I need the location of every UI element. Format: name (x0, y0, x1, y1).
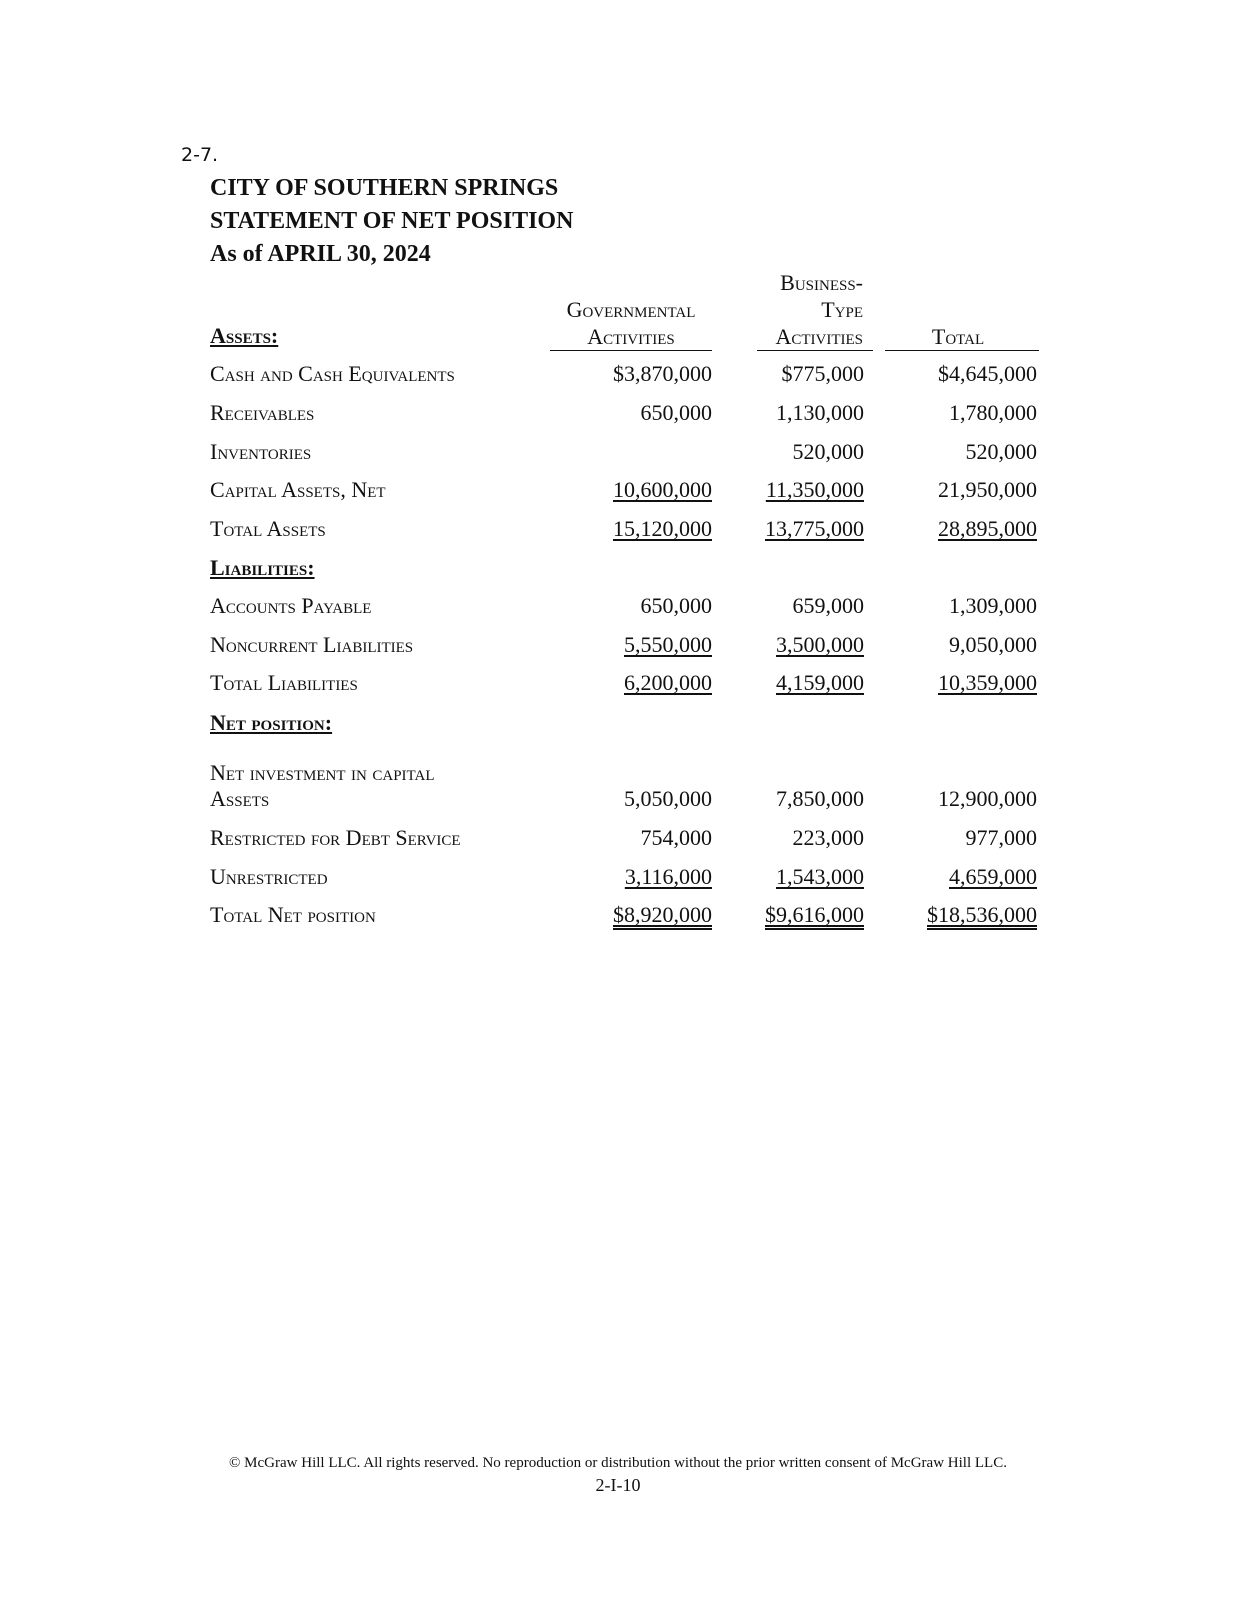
column-header-governmental: Governmental Activities (566, 297, 696, 349)
statement-date-title: As of APRIL 30, 2024 (210, 241, 431, 267)
governmental-value: 650,000 (640, 593, 712, 618)
row-label: Restricted for Debt Service (210, 825, 461, 850)
row-label: Cash and Cash Equivalents (210, 361, 455, 386)
column-header-business-type: Business- Type Activities (775, 270, 863, 349)
row-inventories (210, 439, 1040, 478)
row-cash (210, 361, 1040, 400)
total-value: 28,895,000 (938, 516, 1037, 541)
column-header-total: Total (931, 324, 985, 349)
row-label: Accounts Payable (210, 593, 372, 618)
row-label: Total Net position (210, 902, 376, 927)
problem-number: 2-7. (181, 144, 219, 166)
header-rule-total (885, 350, 1039, 351)
row-label: Capital Assets, Net (210, 477, 386, 502)
section-heading-assets: Assets: (210, 323, 279, 348)
row-total-net-position (210, 902, 1040, 941)
row-total-liabilities (210, 670, 1040, 709)
row-receivables (210, 400, 1040, 439)
total-value: 10,359,000 (938, 670, 1037, 695)
governmental-value: 10,600,000 (613, 477, 712, 502)
total-value: 1,309,000 (949, 593, 1037, 618)
section-heading-net-position: Net position: (210, 710, 333, 735)
governmental-value: 15,120,000 (613, 516, 712, 541)
business-type-value: 1,543,000 (776, 864, 864, 889)
business-type-value: 3,500,000 (776, 632, 864, 657)
governmental-value: 650,000 (640, 400, 712, 425)
row-label-line2: Assets (210, 786, 270, 811)
business-type-value: 1,130,000 (776, 400, 864, 425)
row-label-line1: Net investment in capital (210, 760, 435, 785)
row-label: Unrestricted (210, 864, 328, 889)
governmental-value: 754,000 (640, 825, 712, 850)
total-value: 12,900,000 (938, 786, 1037, 811)
row-net-investment-in-capital-assets (210, 760, 1040, 820)
row-label: Total Assets (210, 516, 326, 541)
row-label: Total Liabilities (210, 670, 358, 695)
business-type-value: 659,000 (792, 593, 864, 618)
total-value: 1,780,000 (949, 400, 1037, 425)
governmental-value: 3,116,000 (624, 864, 712, 889)
section-heading-liabilities: Liabilities: (210, 555, 315, 580)
row-restricted-debt-service (210, 825, 1040, 864)
business-type-value: 13,775,000 (765, 516, 864, 541)
total-value: $18,536,000 (927, 902, 1037, 927)
total-value: 520,000 (965, 439, 1037, 464)
row-unrestricted (210, 864, 1040, 903)
business-type-value: 520,000 (792, 439, 864, 464)
total-value: $4,645,000 (938, 361, 1037, 386)
business-type-value: 7,850,000 (776, 786, 864, 811)
business-type-value: 11,350,000 (765, 477, 864, 502)
business-type-value: $775,000 (781, 361, 864, 386)
business-type-value: $9,616,000 (765, 902, 864, 927)
row-capital-assets (210, 477, 1040, 516)
total-value: 977,000 (965, 825, 1037, 850)
total-value: 9,050,000 (949, 632, 1037, 657)
header-rule-business-type (757, 350, 873, 351)
row-label: Receivables (210, 400, 315, 425)
row-noncurrent-liabilities (210, 632, 1040, 671)
business-type-value: 4,159,000 (776, 670, 864, 695)
statement-entity-title: CITY OF SOUTHERN SPRINGS (210, 175, 559, 201)
governmental-value: $8,920,000 (613, 902, 712, 927)
copyright-notice: © McGraw Hill LLC. All rights reserved. No reproduction or distribution without the prior written consent of McGraw Hill LLC. (229, 1455, 1007, 1471)
row-total-assets (210, 516, 1040, 555)
total-value: 4,659,000 (949, 864, 1037, 889)
statement-name-title: STATEMENT OF NET POSITION (210, 208, 574, 234)
governmental-value: 5,550,000 (624, 632, 712, 657)
governmental-value: 6,200,000 (624, 670, 712, 695)
page-number: 2-I-10 (595, 1475, 641, 1495)
business-type-value: 223,000 (792, 825, 864, 850)
row-accounts-payable (210, 593, 1040, 632)
governmental-value: 5,050,000 (624, 786, 712, 811)
total-value: 21,950,000 (938, 477, 1037, 502)
header-rule-governmental (550, 350, 712, 351)
row-label: Inventories (210, 439, 312, 464)
row-label: Noncurrent Liabilities (210, 632, 414, 657)
governmental-value: $3,870,000 (613, 361, 712, 386)
